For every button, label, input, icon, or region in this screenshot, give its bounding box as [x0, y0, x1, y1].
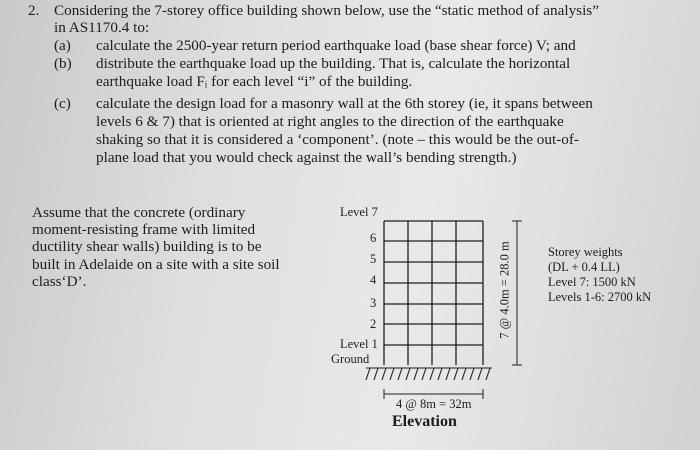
- height-dimension-text: 7 @ 4.0m = 28.0 m: [497, 241, 512, 339]
- storey-weight-level-7: Level 7: 1500 kN: [548, 275, 636, 289]
- part-c-text-2: levels 6 & 7) that is oriented at right angles to the direction of the earthquake: [96, 113, 564, 130]
- assumption-line-1: Assume that the concrete (ordinary: [32, 204, 246, 221]
- part-b-text-2: earthquake load Fᵢ for each level “i” of the building.: [96, 73, 413, 90]
- height-dimension-label: [495, 230, 515, 350]
- label-level-3: 3: [370, 296, 377, 310]
- intro-line-1: Considering the 7-storey office building shown below, use the “static method of analysis”: [54, 2, 599, 19]
- width-dimension-label: 4 @ 8m = 32m: [396, 397, 472, 411]
- assumption-line-4: built in Adelaide on a site with a site soil: [32, 255, 280, 273]
- part-c-text-3: shaking so that it is considered a ‘component’. (note – this would be the out-of-: [96, 131, 579, 148]
- label-level-2: 2: [370, 317, 377, 331]
- elevation-caption: Elevation: [392, 413, 457, 430]
- part-a-label: (a): [54, 37, 71, 54]
- label-ground: Ground: [331, 352, 370, 366]
- part-a-text: calculate the 2500-year return period earthquake load (base shear force) V; and: [96, 37, 576, 54]
- part-c-text-1: calculate the design load for a masonry wall at the 6th storey (ie, it spans between: [96, 95, 593, 112]
- part-b-text-1: distribute the earthquake load up the building. That is, calculate the horizontal: [96, 55, 571, 72]
- assumption-line-2: moment-resisting frame with limited: [32, 221, 256, 239]
- storey-weight-levels-1-6: Levels 1-6: 2700 kN: [548, 290, 652, 304]
- label-level-1: Level 1: [340, 337, 378, 351]
- label-level-5: 5: [370, 252, 377, 266]
- question-number: 2.: [28, 2, 40, 19]
- label-level-7: Level 7: [340, 205, 378, 219]
- part-c-text-4: plane load that you would check against the wall’s bending strength.): [96, 149, 517, 166]
- assumption-line-3: ductility shear walls) building is to be: [32, 238, 262, 256]
- intro-line-2: in AS1170.4 to:: [54, 19, 150, 36]
- part-c-label: (c): [54, 95, 71, 112]
- storey-weights-combo: (DL + 0.4 LL): [548, 260, 620, 274]
- label-level-4: 4: [370, 273, 377, 287]
- label-level-6: 6: [370, 231, 377, 245]
- assumption-line-5: class‘D’.: [32, 272, 87, 290]
- part-b-label: (b): [54, 55, 72, 72]
- storey-weights-title: Storey weights: [548, 245, 623, 259]
